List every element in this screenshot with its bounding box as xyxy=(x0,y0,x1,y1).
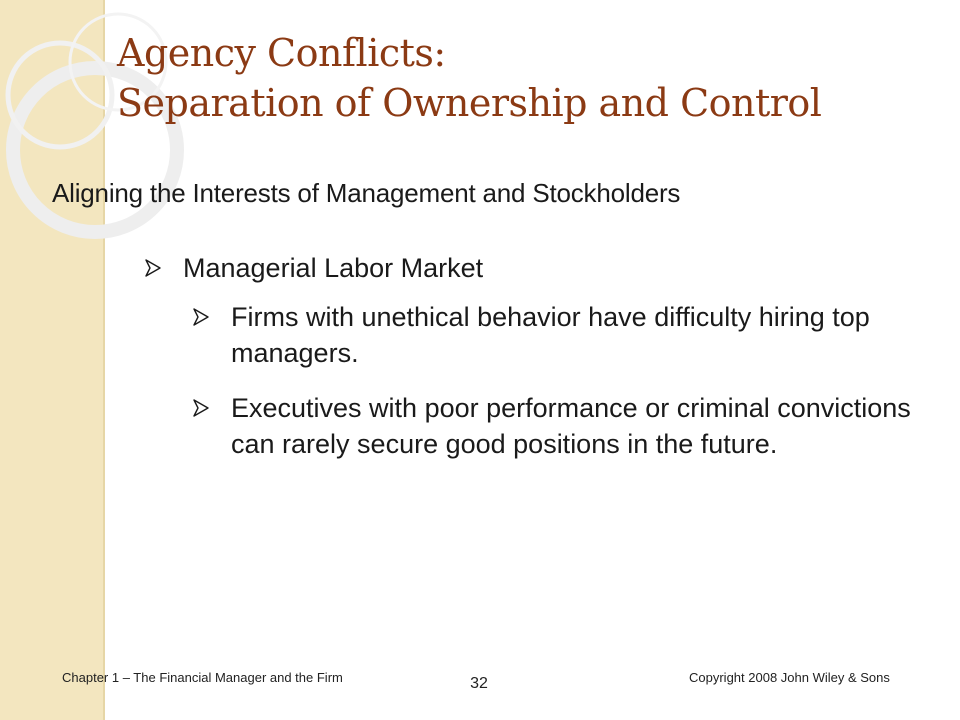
footer-chapter: Chapter 1 – The Financial Manager and the Firm xyxy=(62,670,343,685)
arrowhead-bullet-icon xyxy=(193,390,231,426)
arrowhead-bullet-icon xyxy=(145,250,183,286)
bullet-managerial-labor-market xyxy=(145,250,483,286)
title-line-2: Separation of Ownership and Control xyxy=(117,81,822,125)
title-line-1: Agency Conflicts: xyxy=(117,31,446,75)
bullet-text: Firms with unethical behavior have difficulty hiring top managers. xyxy=(231,302,870,368)
sub-bullet-unethical-firms xyxy=(193,299,913,371)
page-number: 32 xyxy=(470,675,488,692)
footer-copyright: Copyright 2008 John Wiley & Sons xyxy=(689,670,890,685)
bullet-text: Executives with poor performance or criminal convictions can rarely secure good positions in the future. xyxy=(231,393,911,459)
sub-bullet-executives-poor-performance xyxy=(193,390,913,462)
arrowhead-bullet-icon xyxy=(193,299,231,335)
bullet-text: Managerial Labor Market xyxy=(183,253,484,283)
subheading: Aligning the Interests of Management and Stockholders xyxy=(52,178,681,208)
slide-title xyxy=(117,28,821,128)
